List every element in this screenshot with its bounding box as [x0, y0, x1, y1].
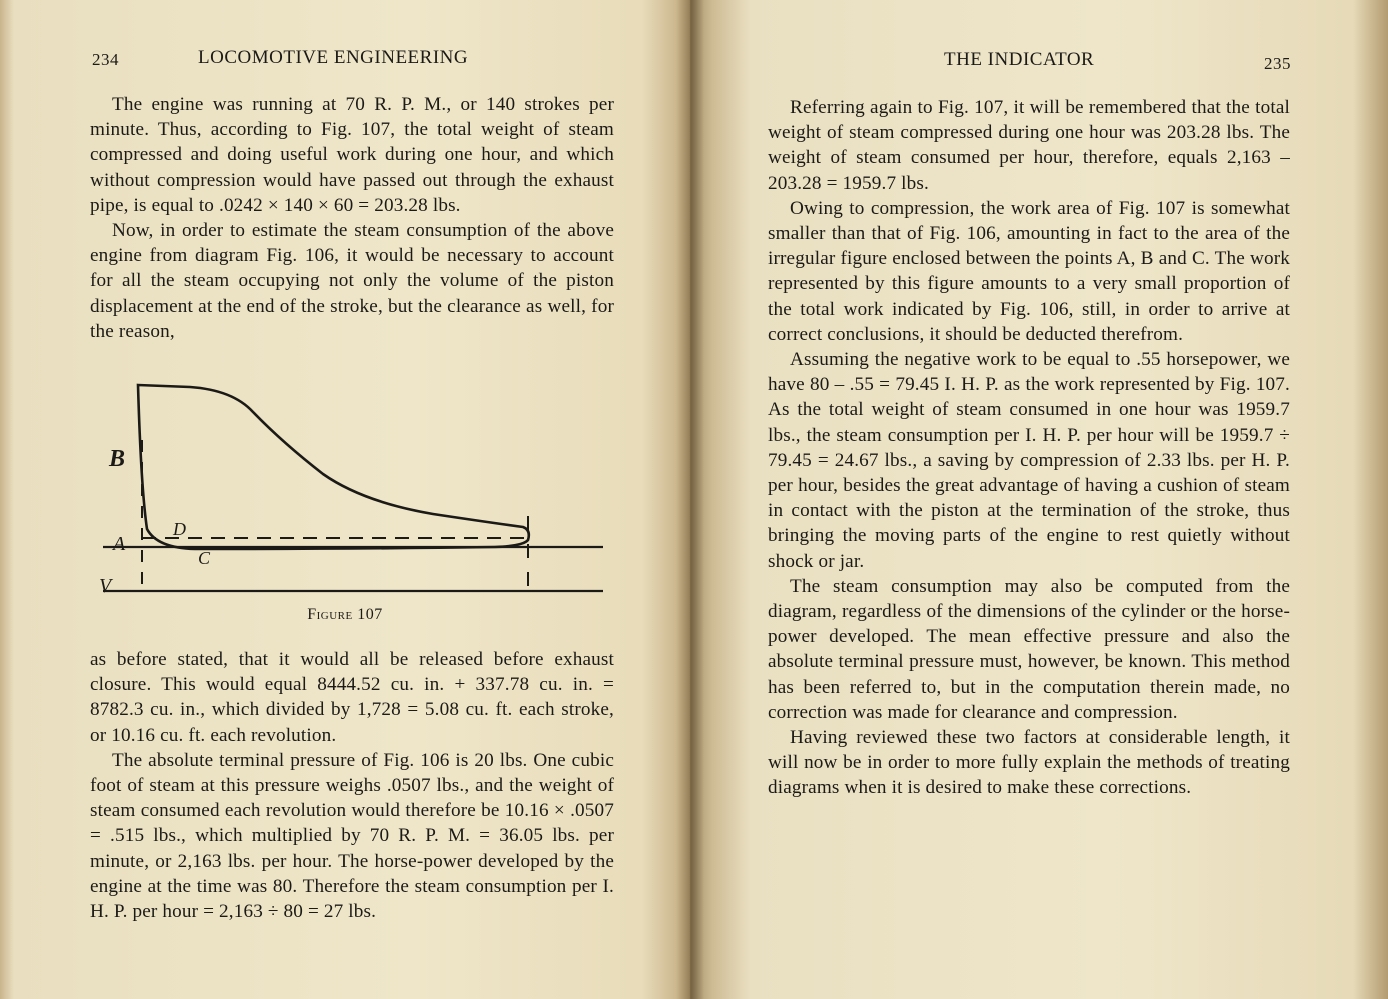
- page-number: 234: [92, 50, 119, 69]
- right-page: [690, 0, 1388, 999]
- label-b: B: [109, 446, 126, 472]
- left-page: [0, 0, 690, 999]
- paragraph: Owing to compression, the work area of Fig. 107 is somewhat smaller than that of Fig. 106, amounting in fact to the area of the irregular figure enclosed between the points A, B and C. The work represented by this figure amounts to a very small proportion of the total work indicated by Fig. 106, still, in order to arrive at correct conclusions, it should be deducted therefrom.: [768, 197, 1290, 345]
- label-c: C: [198, 548, 211, 568]
- book-gutter: [676, 0, 704, 999]
- paragraph: The steam consumption may also be computed from the diagram, regardless of the dimensions of the cylinder or the horse-power developed. The mean effective pressure and also the absolute terminal pressure must, however, be known. This method has been referred to, but in the computation therein made, no correction was made for clearance and compression.: [768, 575, 1290, 723]
- indicator-diagram: [95, 378, 607, 600]
- paragraph: The engine was running at 70 R. P. M., or 140 strokes per minute. Thus, according to Fig. 107, the total weight of steam compressed and doing useful work during one hour, and which without compression would have passed out through the exhaust pipe, is equal to .0242 × 140 × 60 = 203.28 lbs.: [90, 94, 614, 216]
- page-number: 235: [1264, 54, 1291, 73]
- paragraph: The absolute terminal pressure of Fig. 106 is 20 lbs. One cubic foot of steam at this pressure weighs .0507 lbs., and the weight of steam consumed each revolution would therefore be 10.16 × .0507 = .515 lbs., which multiplied by 70 R. P. M. = 36.05 lbs. per minute, or 2,163 lbs. per hour. The horse-power developed by the engine at the time was 80. Therefore the steam consumption per I. H. P. per hour = 2,163 ÷ 80 = 27 lbs.: [90, 749, 614, 923]
- paragraph: as before stated, that it would all be released before exhaust closure. This would equal 8444.52 cu. in. + 337.78 cu. in. = 8782.3 cu. in., which divided by 1,728 = 5.08 cu. ft. each stroke, or 10.16 cu. ft. each revolution.: [90, 649, 614, 746]
- text-block: [768, 95, 1290, 801]
- paragraph: Now, in order to estimate the steam consumption of the above engine from diagram Fig. 106, it would be necessary to account for all the steam occupying not only the volume of the piston displacement at the end of the stroke, but the clearance as well, for the reason,: [90, 220, 614, 342]
- paragraph: Assuming the negative work to be equal to .55 horsepower, we have 80 – .55 = 79.45 I. H. P. as the work represented by Fig. 107. As the total weight of steam consumed in one hour was 1959.7 lbs., the steam consumption per I. H. P. per hour will be 1959.7 ÷ 79.45 = 24.67 lbs., a saving by compression of 2.33 lbs. per H. P. per hour, besides the great advantage of having a cushion of steam in contact with the piston at the termination of the stroke, thus bringing the moving parts of the engine to rest quietly without shock or jar.: [768, 349, 1290, 572]
- label-d: D: [173, 519, 186, 539]
- running-head: LOCOMOTIVE ENGINEERING: [198, 47, 469, 68]
- figure-caption: Figure 107: [307, 606, 383, 623]
- paragraph: Having reviewed these two factors at considerable length, it will now be in order to more fully explain the methods of treating diagrams when it is desired to make these corrections.: [768, 727, 1290, 799]
- paragraph: Referring again to Fig. 107, it will be remembered that the total weight of steam compressed during one hour was 203.28 lbs. The weight of steam consumed per hour, therefore, equals 2,163 – 203.28 = 1959.7 lbs.: [768, 97, 1290, 194]
- label-a: A: [113, 533, 126, 555]
- label-v: V: [99, 575, 112, 597]
- text-block-top: [90, 92, 614, 344]
- text-block-bottom: [90, 647, 614, 924]
- diagram-curve: [138, 385, 529, 549]
- running-head: THE INDICATOR: [944, 49, 1095, 70]
